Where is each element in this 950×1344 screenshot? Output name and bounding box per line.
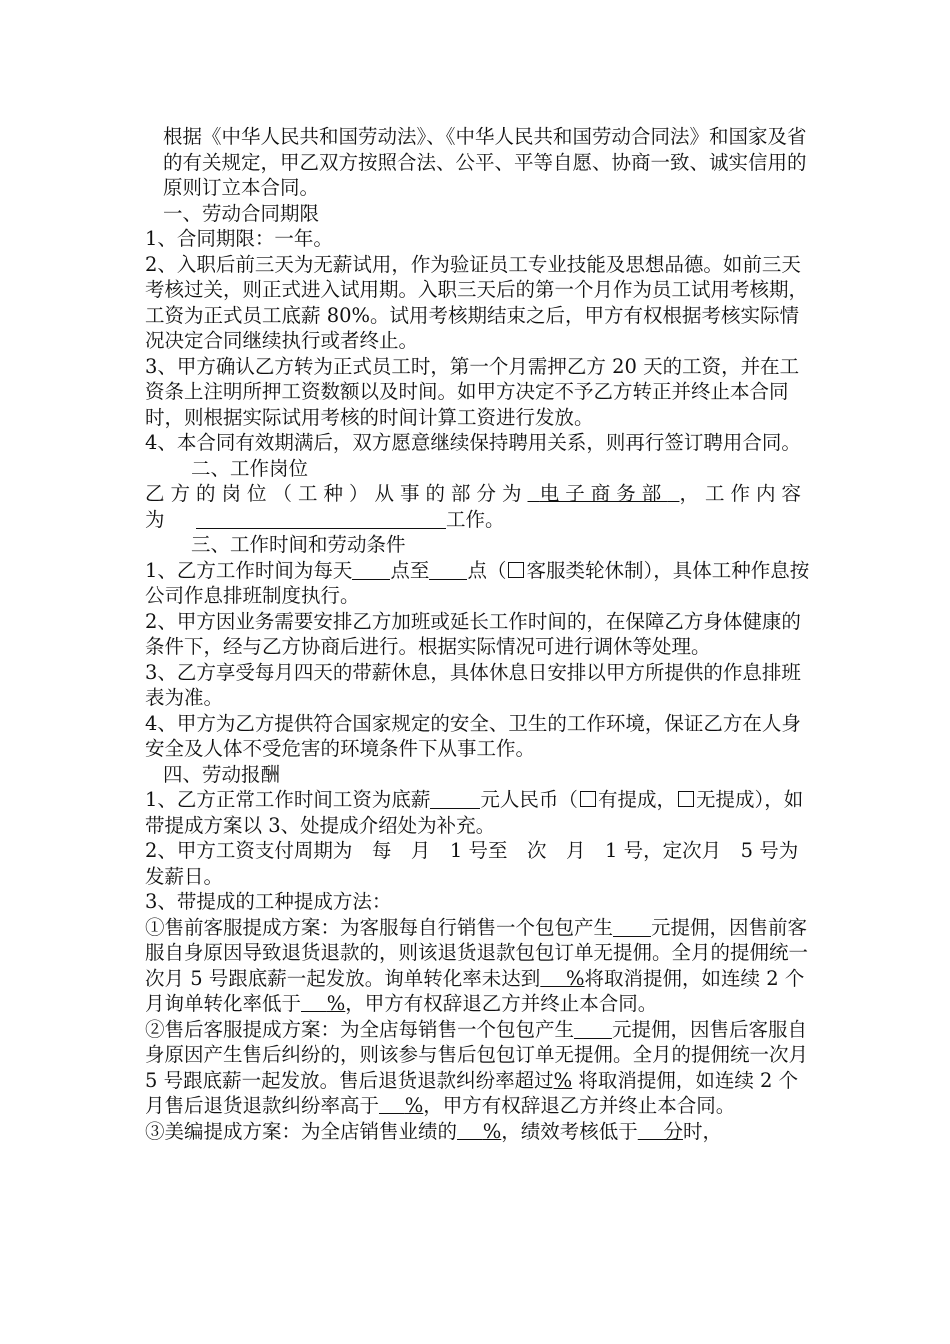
section-1-item-2: 2、入职后前三天为无薪试用，作为验证员工专业技能及思想品德。如前三天考核过关，则正式进入试用期。入职三天后的第一个月作为员工试用考核期，工资为正式员工底薪 80%。试用考核期结束之后，甲方有权根据考核实际情况决定合同继续执行或者终止。 xyxy=(145,252,809,352)
design-text-3: 时， xyxy=(682,1119,722,1143)
start-hour-blank[interactable] xyxy=(352,560,390,580)
base-salary-blank[interactable] xyxy=(430,789,480,809)
rotation-checkbox[interactable] xyxy=(508,562,524,578)
presales-text-3: 将取消提佣，如连续 2 个月询单转化率低于 xyxy=(145,966,805,1015)
commission-label: 有提成， xyxy=(597,788,676,811)
position-text: 乙方的岗位（工种）从事的部分为 xyxy=(145,482,528,505)
work-content-blank[interactable] xyxy=(196,509,446,529)
presales-amount-blank[interactable] xyxy=(613,917,651,937)
percent-sign: % xyxy=(326,992,346,1015)
section-4-item-2: 2、甲方工资支付周期为 每 月 1 号至 次 月 1 号，定次月 5 号为发薪日。 xyxy=(145,839,799,888)
department-name: 电子商务部 xyxy=(539,482,668,505)
section-4-heading: 四、劳动报酬 xyxy=(163,762,281,786)
work-time-label: 1、乙方工作时间为每天 xyxy=(145,558,353,582)
section-3-item-4: 4、甲方为乙方提供符合国家规定的安全、卫生的工作环境，保证乙方在人身安全及人体不受危害的环境条件下从事工作。 xyxy=(145,711,801,760)
section-3-item-1 xyxy=(145,558,815,609)
rotation-text: 客服类轮休制），具体工种作息按公司作息排班制度执行。 xyxy=(145,558,810,607)
presales-text-2: 元提佣，因售前客服自身原因导致退货退款的，则该退货退款包包订单无提佣。全月的提佣统一次月 5 号跟底薪一起发放。询单转化率未达到 xyxy=(145,915,809,990)
presales-low-rate-blank[interactable] xyxy=(301,992,345,1015)
presales-text-4: ，甲方有权辞退乙方并终止本合同。 xyxy=(345,992,658,1015)
section-1-item-1: 1、合同期限：一年。 xyxy=(145,227,333,250)
presales-plan xyxy=(145,915,815,1017)
section-1-item-4: 4、本合同有效期满后，双方愿意继续保持聘用关系，则再行签订聘用合同。 xyxy=(145,431,801,454)
section-2-paragraph xyxy=(145,481,815,532)
percent-sign: % xyxy=(566,966,585,990)
end-hour-blank[interactable] xyxy=(429,560,467,580)
design-rate-blank[interactable] xyxy=(457,1120,501,1143)
section-3-heading: 三、工作时间和劳动条件 xyxy=(191,533,406,556)
department-value xyxy=(528,482,680,505)
percent-sign: % xyxy=(482,1119,502,1143)
contract-page xyxy=(145,124,815,1144)
aftersales-amount-blank[interactable] xyxy=(574,1019,612,1039)
aftersales-high-rate-blank[interactable] xyxy=(379,1094,423,1117)
section-3-item-3: 3、乙方享受每月四天的带薪休息，具体休息日安排以甲方所提供的作息排班表为准。 xyxy=(145,660,801,709)
score-unit: 分 xyxy=(663,1119,683,1143)
currency-label: 元人民币（ xyxy=(480,788,578,811)
presales-text-1: ①售前客服提成方案：为客服每自行销售一个包包产生 xyxy=(145,915,614,939)
presales-rate-blank[interactable] xyxy=(540,967,584,990)
aftersales-rate-blank[interactable] xyxy=(554,1069,573,1092)
no-commission-text: 无提成），如带提成方案以 3、处提成介绍处为补充。 xyxy=(145,788,804,837)
intro-paragraph: 根据《中华人民共和国劳动法》、《中华人民共和国劳动合同法》和国家及省的有关规定，甲乙双方按照合法、公平、平等自愿、协商一致、诚实信用的原则订立本合同。 xyxy=(163,125,807,199)
section-3-item-2: 2、甲方因业务需要安排乙方加班或延长工作时间的，在保障乙方身体健康的条件下，经与乙方协商后进行。根据实际情况可进行调休等处理。 xyxy=(145,609,801,658)
section-4-item-3: 3、带提成的工种提成方法： xyxy=(145,890,392,913)
section-4-item-1 xyxy=(145,787,815,838)
salary-label: 1、乙方正常工作时间工资为底薪 xyxy=(145,788,431,811)
section-2-heading: 二、工作岗位 xyxy=(191,456,309,480)
aftersales-text-1: ②售后客服提成方案：为全店每销售一个包包产生 xyxy=(145,1017,575,1041)
design-score-blank[interactable] xyxy=(638,1120,683,1143)
no-commission-checkbox[interactable] xyxy=(678,791,694,807)
aftersales-plan xyxy=(145,1017,815,1119)
design-plan xyxy=(145,1119,815,1145)
percent-sign: % xyxy=(553,1068,573,1092)
work-suffix: 工作。 xyxy=(446,507,505,531)
section-1-heading: 一、劳动合同期限 xyxy=(163,201,320,225)
commission-checkbox[interactable] xyxy=(580,791,596,807)
aftersales-text-2: 元提佣，因售后客服自身原因产生售后纠纷的，则该参与售后包包订单无提佣。全月的提佣统一次月 5 号跟底薪一起发放。售后退货退款纠纷率超过 xyxy=(145,1017,809,1092)
to-label: 点至 xyxy=(390,558,430,582)
hour-label: 点（ xyxy=(467,558,507,582)
section-1-item-3: 3、甲方确认乙方转为正式员工时，第一个月需押乙方 20 天的工资，并在工资条上注明所押工资数额以及时间。如甲方决定不予乙方转正并终止本合同时，则根据实际试用考核的时间计算工资进行发放。 xyxy=(145,354,800,429)
work-content-label: ，工作内容为 xyxy=(145,482,807,531)
percent-sign: % xyxy=(404,1094,424,1117)
design-text-2: ，绩效考核低于 xyxy=(501,1119,638,1143)
aftersales-text-4: ，甲方有权辞退乙方并终止本合同。 xyxy=(423,1094,736,1117)
design-text-1: ③美编提成方案：为全店销售业绩的 xyxy=(145,1119,458,1143)
aftersales-text-3: 将取消提佣，如连续 2 个月售后退货退款纠纷率高于 xyxy=(145,1068,799,1117)
